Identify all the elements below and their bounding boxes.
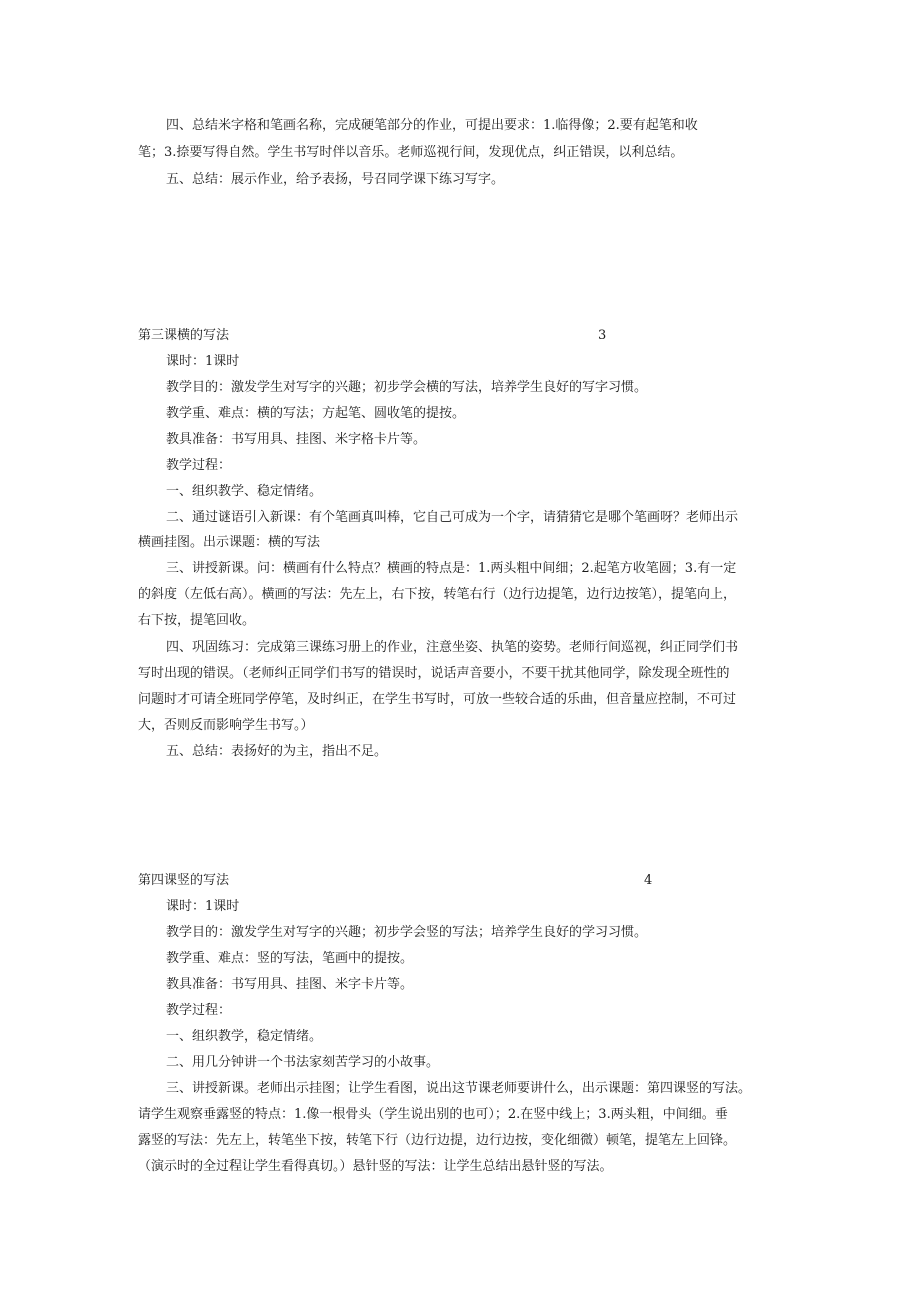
lesson4-step2: 二、用几分钟讲一个书法家刻苦学习的小故事。 [166, 1055, 440, 1070]
paragraph-conclusion: 五、总结：展示作业，给予表扬，号召同学课下练习写字。 [166, 172, 505, 187]
lesson3-step1: 一、组织教学、稳定情绪。 [166, 484, 323, 499]
lesson3-process-heading: 教学过程： [166, 458, 232, 473]
lesson3-step4-line3: 问题时才可请全班同学停笔，及时纠正，在学生书写时，可放一些较合适的乐曲，但音量应控制，不可过 [138, 692, 737, 707]
lesson4-goal: 教学目的：激发学生对写字的兴趣；初步学会竖的写法；培养学生良好的学习习惯。 [166, 925, 648, 940]
lesson3-step4-line4: 大，否则反而影响学生书写。） [138, 718, 314, 733]
lesson4-tools: 教具准备：书写用具、挂图、米字卡片等。 [166, 977, 414, 992]
lesson3-step3-line3: 右下按，提笔回收。 [138, 613, 256, 628]
lesson4-step1: 一、组织教学，稳定情绪。 [166, 1029, 323, 1044]
lesson3-step5: 五、总结：表扬好的为主，指出不足。 [166, 744, 388, 759]
lesson4-step3-line2: 请学生观察垂露竖的特点：1.像一根骨头（学生说出别的也可）；2.在竖中线上；3.两头粗，中间细。垂 [138, 1107, 728, 1122]
lesson3-step3-line1: 三、讲授新课。问：横画有什么特点？横画的特点是：1.两头粗中间细；2.起笔方收笔圆；3.有一定 [166, 561, 737, 576]
lesson3-step4-line1: 四、巩固练习：完成第三课练习册上的作业，注意坐姿、执笔的姿势。老师行间巡视，纠正同学们书 [166, 640, 739, 655]
lesson4-step3-line4: （演示时的全过程让学生看得真切。）悬针竖的写法：让学生总结出悬针竖的写法。 [138, 1159, 613, 1174]
paragraph-summary-line1: 四、总结米字格和笔画名称，完成硬笔部分的作业，可提出要求：1.临得像；2.要有起笔和收 [166, 118, 698, 133]
lesson3-page-number: 3 [598, 328, 607, 343]
lesson4-process-heading: 教学过程： [166, 1003, 232, 1018]
lesson4-key-points: 教学重、难点：竖的写法，笔画中的提按。 [166, 951, 414, 966]
lesson3-key-points: 教学重、难点：横的写法；方起笔、圆收笔的提按。 [166, 406, 466, 421]
lesson3-hours: 课时：1课时 [166, 354, 240, 369]
lesson4-page-number: 4 [644, 873, 653, 888]
lesson3-step2-line1: 二、通过谜语引入新课：有个笔画真叫棒，它自己可成为一个字，请猜猜它是哪个笔画呀？老师出示 [166, 510, 739, 525]
lesson3-goal: 教学目的：激发学生对写字的兴趣；初步学会横的写法，培养学生良好的写字习惯。 [166, 380, 648, 395]
lesson3-step2-line2: 横画挂图。出示课题：横的写法 [138, 535, 321, 550]
lesson4-title: 第四课竖的写法 [138, 873, 230, 888]
lesson3-title: 第三课横的写法 [138, 328, 230, 343]
lesson4-step3-line1: 三、讲授新课。老师出示挂图；让学生看图，说出这节课老师要讲什么，出示课题：第四课竖的写法。 [166, 1081, 752, 1096]
lesson3-step3-line2: 的斜度（左低右高）。横画的写法：先左上，右下按，转笔右行（边行边提笔，边行边按笔），提笔向上， [138, 587, 737, 602]
paragraph-summary-line2: 笔；3.捺要写得自然。学生书写时伴以音乐。老师巡视行间，发现优点，纠正错误，以利总结。 [138, 145, 684, 160]
lesson4-step3-line3: 露竖的写法：先左上，转笔坐下按，转笔下行（边行边提，边行边按，变化细微）顿笔，提笔左上回锋。 [138, 1133, 737, 1148]
lesson3-tools: 教具准备：书写用具、挂图、米字格卡片等。 [166, 432, 427, 447]
lesson4-hours: 课时：1课时 [166, 899, 240, 914]
lesson3-step4-line2: 写时出现的错误。（老师纠正同学们书写的错误时，说话声音要小，不要干扰其他同学，除发现全班性的 [138, 666, 730, 681]
